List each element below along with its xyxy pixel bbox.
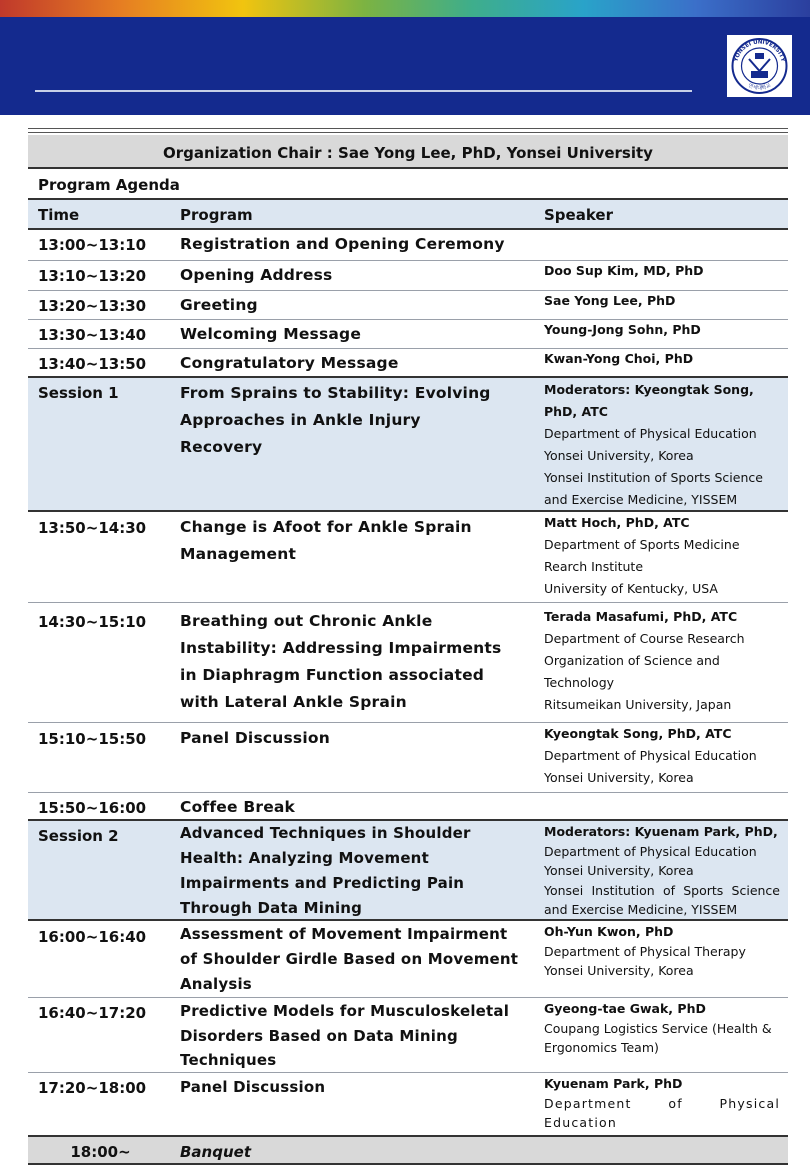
logo-text-korean: 연세대학교	[747, 82, 772, 92]
row-program: Panel Discussion	[180, 1078, 326, 1096]
table-row	[28, 793, 788, 821]
affiliation: Department of Physical Education	[544, 426, 757, 441]
table-row	[28, 291, 788, 320]
row-program: Opening Address	[180, 266, 333, 284]
session-label: Session 1	[38, 384, 119, 402]
agenda-title: Program Agenda	[38, 176, 180, 194]
row-time: 14:30~15:10	[38, 613, 147, 631]
table-header	[28, 200, 788, 230]
row-program: Assessment of Movement Impairment of Shoulder Girdle Based on Movement Analysis	[180, 925, 519, 993]
agenda-title-row	[28, 169, 788, 200]
speaker-name: Kyuenam Park, PhD	[544, 1076, 683, 1091]
row-program: Banquet	[180, 1143, 251, 1161]
row-time: 15:10~15:50	[38, 730, 147, 748]
table-row	[28, 1073, 788, 1137]
affiliation: Department of Course Research	[544, 631, 745, 646]
banquet-row	[28, 1137, 788, 1165]
row-time: 13:50~14:30	[38, 519, 147, 537]
color-stripe	[0, 0, 810, 17]
table-row	[28, 320, 788, 349]
row-program: Predictive Models for Musculoskeletal Disorders Based on Data Mining Techniques	[180, 1002, 510, 1069]
row-speaker-block	[544, 723, 788, 789]
row-time: 13:10~13:20	[38, 267, 147, 285]
affiliation: Ritsumeikan University, Japan	[544, 697, 732, 712]
university-seal-icon	[727, 35, 792, 97]
row-time: 13:40~13:50	[38, 355, 147, 373]
col-speaker: Speaker	[544, 206, 613, 224]
session-speaker	[544, 379, 780, 511]
speaker-name: Matt Hoch, PhD, ATC	[544, 515, 690, 530]
affiliation: Coupang Logistics Service (Health & Ergonomics Team)	[544, 1020, 772, 1055]
table-row	[28, 512, 788, 603]
row-time: 16:40~17:20	[38, 1004, 147, 1022]
affiliation: Yonsei University, Korea	[544, 448, 694, 463]
row-speaker-block	[544, 512, 788, 600]
row-time: 15:50~16:00	[38, 799, 147, 817]
moderator: Moderators: Kyuenam Park, PhD,	[544, 824, 778, 839]
row-time: 13:30~13:40	[38, 326, 147, 344]
table-row	[28, 921, 788, 998]
session-title: Advanced Techniques in Shoulder Health: Analyzing Movement Impairments and Predicting Pain Through Data Mining	[180, 824, 471, 917]
table-row	[28, 603, 788, 723]
row-speaker: Kwan-Yong Choi, PhD	[544, 351, 694, 366]
speaker-name: Oh-Yun Kwon, PhD	[544, 924, 674, 939]
affiliation: Yonsei University, Korea	[544, 963, 694, 978]
affiliation: Organization of Science and Technology	[544, 653, 720, 690]
row-program: Coffee Break	[180, 798, 296, 816]
row-speaker-block	[544, 999, 780, 1058]
row-program: Change is Afoot for Ankle Sprain Management	[180, 518, 472, 563]
chair-row	[28, 135, 788, 169]
affiliation: Department of Physical Education	[544, 748, 757, 763]
row-speaker: Doo Sup Kim, MD, PhD	[544, 263, 704, 278]
logo-text: YONSEI UNIVERSITY	[733, 39, 786, 63]
row-speaker-block	[544, 606, 754, 716]
affiliation: University of Kentucky, USA	[544, 581, 718, 596]
row-speaker: Sae Yong Lee, PhD	[544, 293, 676, 308]
organization-chair: Organization Chair : Sae Yong Lee, PhD, Yonsei University	[163, 144, 653, 162]
affiliation: Department of Sports Medicine	[544, 537, 740, 552]
speaker-name: Kyeongtak Song, PhD, ATC	[544, 726, 732, 741]
svg-text:YONSEI UNIVERSITY	[733, 39, 786, 63]
table-row	[28, 230, 788, 261]
row-program: Greeting	[180, 296, 258, 314]
session-row	[28, 378, 788, 512]
session-label: Session 2	[38, 827, 119, 845]
row-program: Registration and Opening Ceremony	[180, 235, 505, 253]
session-speaker	[544, 822, 780, 920]
speaker-name: Terada Masafumi, PhD, ATC	[544, 609, 738, 624]
row-time: 13:00~13:10	[38, 236, 147, 254]
affiliation: Department of Physical Education	[544, 1095, 780, 1130]
table-row	[28, 998, 788, 1073]
affiliation: Department of Physical Education	[544, 843, 757, 859]
affiliation: Rearch Institute	[544, 559, 644, 574]
affiliation: Yonsei University, Korea	[544, 863, 694, 878]
session-title: From Sprains to Stability: Evolving Approaches in Ankle Injury Recovery	[180, 384, 491, 456]
header-banner	[0, 17, 810, 115]
col-time: Time	[38, 206, 80, 224]
row-time: 18:00~	[70, 1143, 131, 1161]
top-rule	[28, 128, 788, 133]
speaker-name: Gyeong-tae Gwak, PhD	[544, 1001, 706, 1016]
affiliation: Yonsei University, Korea	[544, 770, 694, 785]
row-program: Congratulatory Message	[180, 354, 399, 372]
col-program: Program	[180, 206, 253, 224]
row-program: Breathing out Chronic Ankle Instability: Addressing Impairments in Diaphragm Function associated with Lateral Ankle Sprain	[180, 612, 502, 711]
banner-divider	[35, 90, 692, 92]
moderator: Moderators: Kyeongtak Song, PhD, ATC	[544, 382, 754, 419]
table-row	[28, 723, 788, 793]
row-time: 16:00~16:40	[38, 928, 147, 946]
row-speaker-block	[544, 922, 788, 981]
row-time: 13:20~13:30	[38, 297, 147, 315]
yonsei-logo	[727, 35, 792, 97]
affiliation: Yonsei Institution of Sports Science and Exercise Medicine, YISSEM	[544, 882, 780, 917]
row-time: 17:20~18:00	[38, 1079, 147, 1097]
table-row	[28, 261, 788, 291]
session-row	[28, 821, 788, 921]
row-speaker: Young-Jong Sohn, PhD	[544, 322, 701, 337]
table-row	[28, 349, 788, 378]
row-program: Welcoming Message	[180, 325, 362, 343]
affiliation: Department of Physical Therapy	[544, 943, 746, 959]
row-program: Panel Discussion	[180, 729, 330, 747]
svg-text:연세대학교	[747, 82, 772, 92]
affiliation: Yonsei Institution of Sports Science and Exercise Medicine, YISSEM	[544, 470, 763, 507]
